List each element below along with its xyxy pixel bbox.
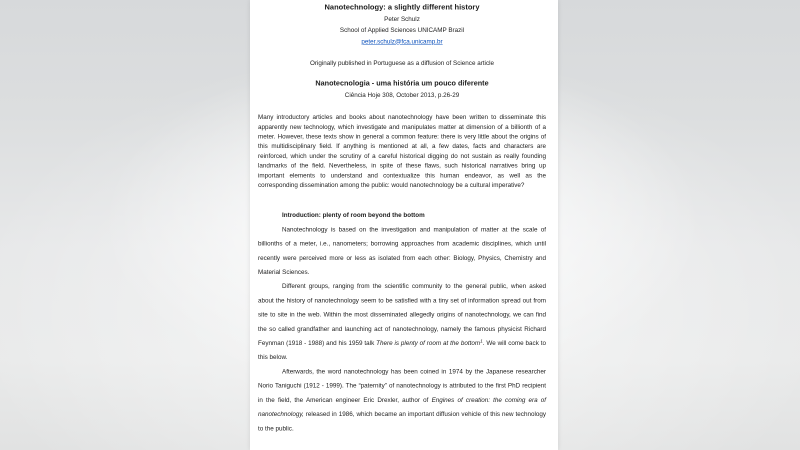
abstract-paragraph: Many introductory articles and books about nanotechnology have been written to disseminate this apparently new technology, which investigate and manipulates matter at dimension of a billionth of a meter. However, these texts show in general a common feature: there is very little about the origins of this multidisciplinary field. If anything is mentioned at all, a few dates, facts and characters are reinforced, which under the scrutiny of a careful historical digging do not sustain as really founding landmarks of the field. Nevertheless, in spite of these flaws, such historical narratives bring up important elements to understand and contextualize this human endeavor, as well as the corresponding dissemination among the public: would nanotechnology be a cultural imperative? [258,113,546,189]
document-content [250,0,558,450]
section-heading: Introduction: plenty of room beyond the bottom [282,211,425,219]
body-paragraph-1: Nanotechnology is based on the investigation and manipulation of matter at the scale of billionths of a meter, i.e., nanometers; borrowing approaches from academic disciplines, which until recently were perceived more or less as isolated from each other: Biology, Physics, Chemistry and Material Sciences. [258,225,546,276]
citation: Ciência Hoje 308, October 2013, p.26-29 [344,91,460,99]
portuguese-title: Nanotecnologia - uma história um pouco diferente [315,79,489,88]
paper-header [258,2,546,101]
paper-affiliation: School of Applied Sciences UNICAMP Brazil [339,26,465,34]
publication-note: Originally published in Portuguese as a diffusion of Science article [310,59,494,67]
paper-title: Nanotechnology: a slightly different history [324,3,480,12]
paper-author: Peter Schulz [384,15,420,23]
body-paragraph-2: Different groups, ranging from the scientific community to the general public, when asked about the history of nanotechnology seem to be satisfied with a tiny set of information spread out from site to site in the web. Within the most disseminated allegedly origins of nanotechnology, we can find the so called grandfather and launching act of nanotechnology, namely the famous physicist Richard Feynman (1918 - 1988) and his 1959 talk There is plenty of room at the bottom$^1$. We will come back to this below. [258,282,546,361]
email-link[interactable]: peter.schulz@fca.unicamp.br [361,37,443,45]
body-paragraph-3: Afterwards, the word nanotechnology has been coined in 1974 by the Japanese researcher Norio Taniguchi (1912 - 1999). The “paternity” of nanotechnology is attributed to the first PhD recipient in the field, the American engineer Eric Drexler, author of Engines of creation: the coming era of nanotechnology, released in 1986, which became an important diffusion vehicle of this new technology to the public. [258,367,546,432]
document-page [250,0,558,450]
email-line [258,36,546,47]
